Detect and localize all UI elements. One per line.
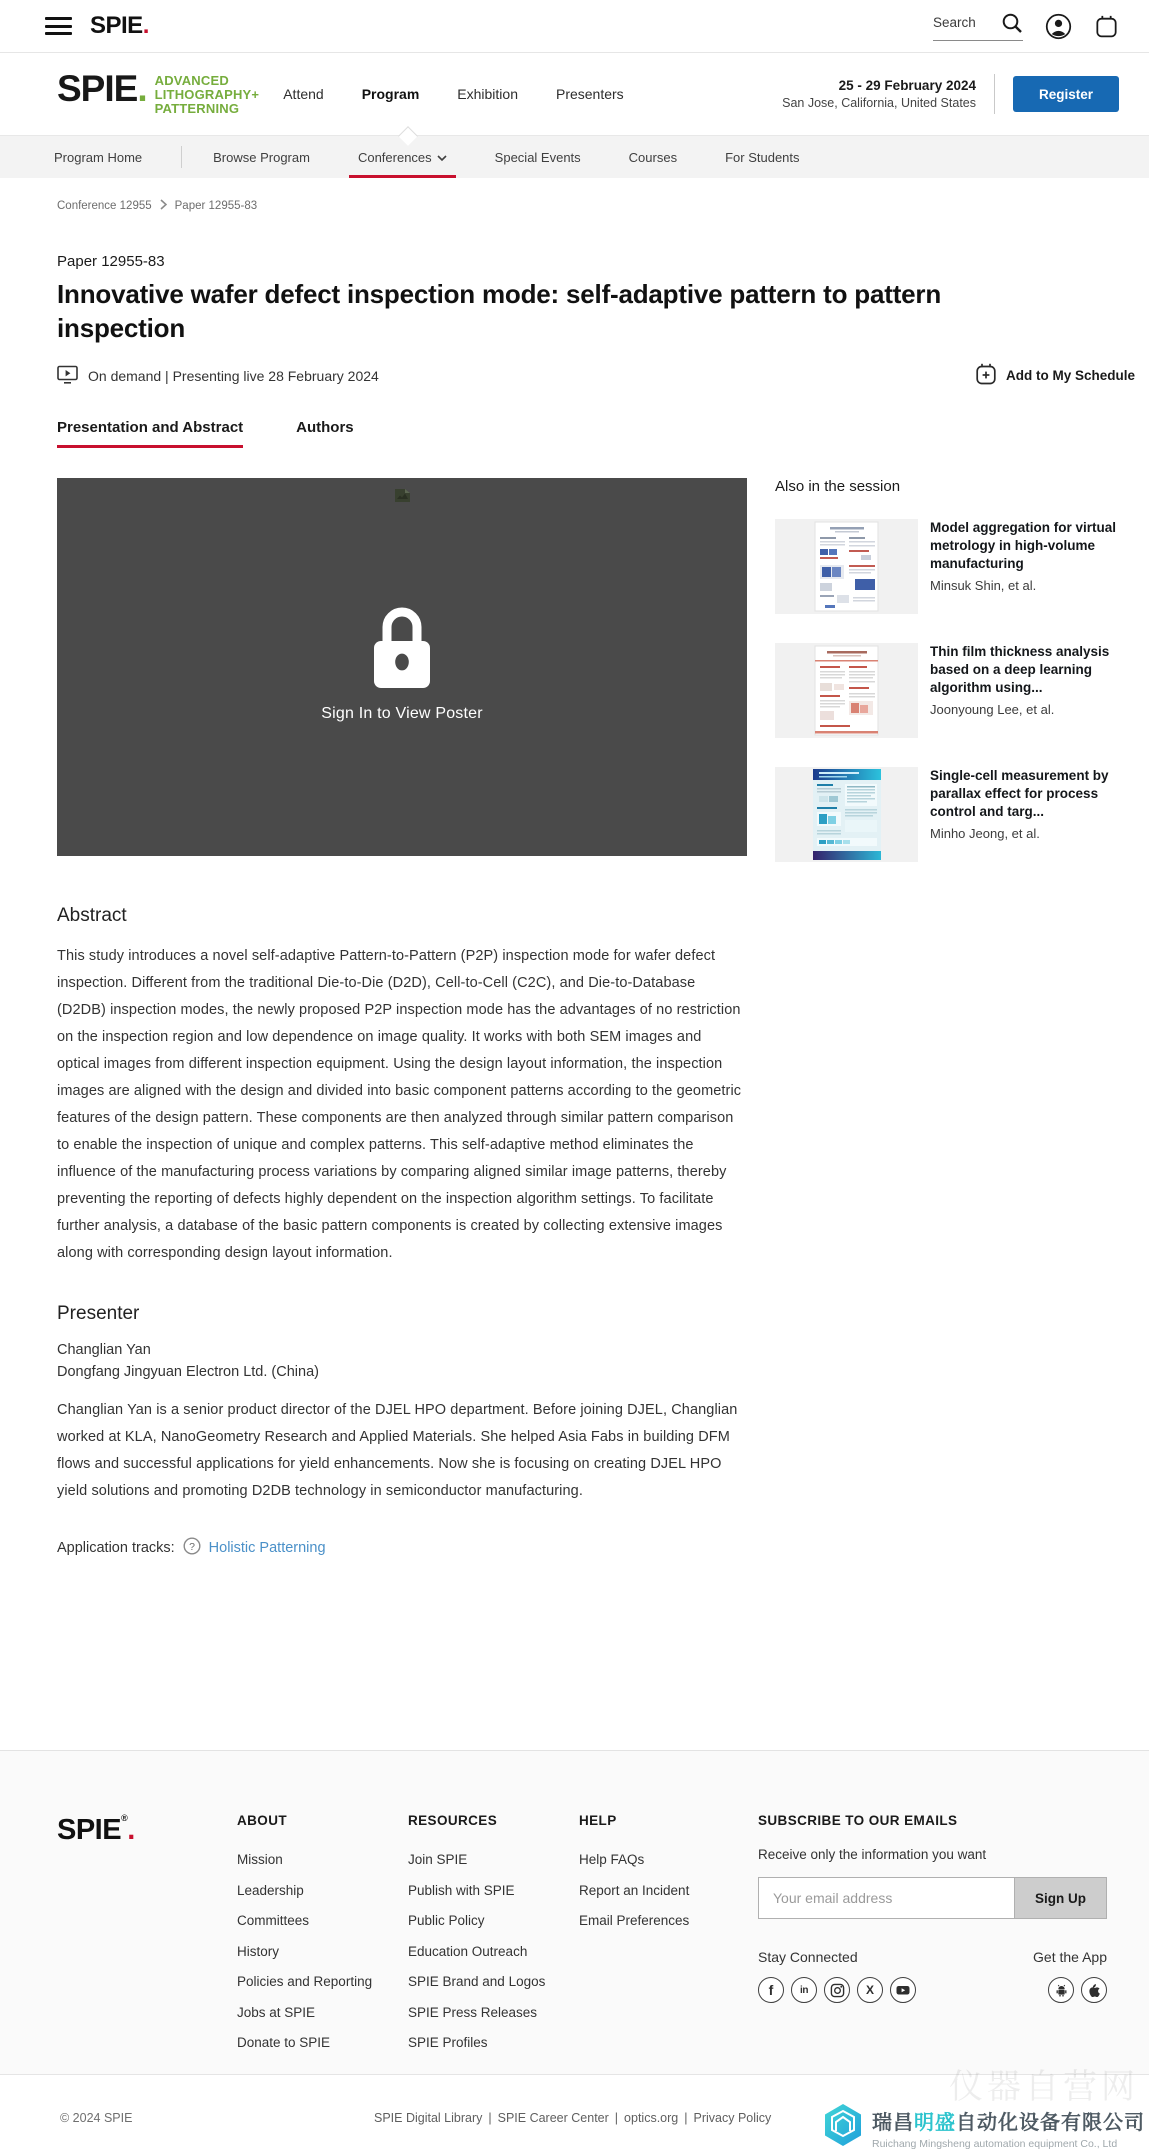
also-in-session-panel bbox=[775, 478, 1135, 867]
footer-link[interactable]: Join SPIE bbox=[408, 1852, 468, 1867]
calendar-plus-icon bbox=[974, 362, 998, 389]
broken-image-icon bbox=[394, 488, 411, 508]
footer-column-resources bbox=[408, 1813, 579, 2074]
sign-in-to-view-label: Sign In to View Poster bbox=[321, 705, 483, 722]
footer-link[interactable]: Committees bbox=[237, 1913, 310, 1928]
program-nav bbox=[0, 136, 1149, 178]
event-logo-line2: LITHOGRAPHY+ bbox=[154, 87, 260, 102]
search-input[interactable] bbox=[933, 15, 993, 30]
footer-link[interactable]: Publish with SPIE bbox=[408, 1882, 515, 1898]
session-item-authors: Joonyoung Lee, et al. bbox=[930, 702, 1055, 717]
copyright: © 2024 SPIE bbox=[60, 2111, 133, 2125]
presenter-affiliation: Dongfang Jingyuan Electron Ltd. (China) bbox=[57, 1364, 319, 1380]
breadcrumb bbox=[57, 199, 1135, 213]
footer-heading-help: HELP bbox=[579, 1813, 617, 1828]
also-in-session-heading: Also in the session bbox=[775, 478, 901, 495]
footer-subscribe bbox=[758, 1813, 1107, 2074]
event-logo-line1: ADVANCED bbox=[154, 73, 229, 88]
session-item[interactable] bbox=[775, 643, 1135, 743]
spie-logo-text: SPIE bbox=[90, 12, 143, 39]
nav-program[interactable]: Program bbox=[361, 86, 420, 102]
session-item-authors: Minho Jeong, et al. bbox=[930, 826, 1040, 841]
bottom-link[interactable]: SPIE Career Center bbox=[497, 2111, 609, 2125]
apple-icon[interactable] bbox=[1081, 1977, 1107, 2003]
company-name-en: Ruichang Mingsheng automation equipment Co., Ltd bbox=[872, 2137, 1118, 2150]
event-date-range: 25 - 29 February 2024 bbox=[838, 78, 976, 93]
application-tracks-label: Application tracks: bbox=[57, 1540, 175, 1556]
tab-authors[interactable]: Authors bbox=[296, 419, 354, 436]
presenter-heading: Presenter bbox=[57, 1303, 140, 1324]
event-logo[interactable] bbox=[57, 68, 260, 116]
register-button[interactable]: Register bbox=[1013, 76, 1119, 112]
watermark-ghost-text: 仪器自营网 bbox=[949, 2068, 1139, 2106]
session-item-title: Model aggregation for virtual metrology in high-volume manufacturing bbox=[930, 520, 1117, 571]
subscribe-heading: SUBSCRIBE TO OUR EMAILS bbox=[758, 1813, 958, 1828]
presenter-bio: Changlian Yan is a senior product director of the DJEL HPO department. Before joining DJEL, Changlian worked at KLA, NanoGeometry Research and Applied Materials. She helped Asia Fabs in building DFM flows and successful applications for yield enhancements. Now she is focusing on creating DJEL HPO yield solutions and promoting D2DB technology in semiconductor manufacturing. bbox=[57, 1402, 738, 1499]
email-field[interactable] bbox=[759, 1878, 1014, 1918]
footer-link[interactable]: SPIE Press Releases bbox=[408, 2004, 538, 2020]
chevron-down-icon bbox=[437, 150, 447, 165]
session-item-authors: Minsuk Shin, et al. bbox=[930, 578, 1037, 593]
abstract-text: This study introduces a novel self-adaptive Pattern-to-Pattern (P2P) inspection mode for wafer defect inspection. Different from the traditional Die-to-Die (D2D), Cell-to-Cell (C2C), and Die-to-Database (D2DB) inspection modes, the newly proposed P2P inspection mode has the advantages of no restriction on the inspection region and low dependence on image quality. It works with both SEM images and optical images from different inspection equipment. Using the design layout information, the inspection images are aligned with the design and divided into basic component patterns according to the geometric features of the design pattern. These components are then analyzed through similar pattern comparison to enable the inspection of unique and complex patterns. This self-adaptive method eliminates the influence of the manufacturing process variations by comparing aligned similar image patterns, thereby preventing the reporting of defects highly dependent on the inspection algorithm settings. To facilitate further analysis, a database of the basic pattern components is created by collecting extensive images along with corresponding design layout information. bbox=[57, 948, 742, 1261]
footer-column-about bbox=[237, 1813, 408, 2074]
session-item-thumbnail bbox=[775, 767, 918, 867]
footer-link[interactable]: Leadership bbox=[237, 1882, 304, 1898]
hexagon-logo-icon bbox=[823, 2103, 863, 2152]
footer-link[interactable]: Public Policy bbox=[408, 1913, 485, 1928]
bottom-link[interactable]: SPIE Digital Library bbox=[374, 2111, 483, 2125]
footer-link[interactable]: Mission bbox=[237, 1852, 283, 1867]
event-dates bbox=[782, 78, 976, 110]
footer-link[interactable]: Help FAQs bbox=[579, 1852, 645, 1867]
utility-header bbox=[0, 0, 1149, 53]
track-link-holistic-patterning[interactable]: Holistic Patterning bbox=[208, 1540, 326, 1556]
footer bbox=[0, 1750, 1149, 2074]
event-logo-dot: . bbox=[137, 68, 147, 109]
session-item-thumbnail bbox=[775, 643, 918, 743]
program-nav-divider bbox=[181, 146, 182, 168]
tab-presentation-abstract[interactable]: Presentation and Abstract bbox=[57, 419, 243, 448]
stay-connected-label: Stay Connected bbox=[758, 1949, 858, 1965]
youtube-icon[interactable] bbox=[890, 1977, 916, 2003]
header-divider bbox=[994, 74, 995, 114]
company-name-cn: 瑞昌明盛自动化设备有限公司 bbox=[872, 2111, 1145, 2134]
lock-icon bbox=[362, 604, 442, 695]
event-logo-line3: PATTERNING bbox=[154, 101, 240, 116]
footer-link[interactable]: Education Outreach bbox=[408, 1943, 528, 1959]
spie-logo[interactable] bbox=[90, 12, 149, 40]
bottom-links: SPIE Digital Library | SPIE Career Center | optics.org | Privacy Policy bbox=[374, 2111, 772, 2125]
android-icon[interactable] bbox=[1048, 1977, 1074, 2003]
schedule-calendar-icon[interactable] bbox=[1094, 14, 1119, 39]
nav-special-events[interactable]: Special Events bbox=[494, 149, 581, 165]
nav-browse-program[interactable]: Browse Program bbox=[213, 149, 310, 165]
nav-exhibition[interactable]: Exhibition bbox=[457, 86, 518, 102]
footer-link[interactable]: SPIE Profiles bbox=[408, 2035, 488, 2050]
account-icon[interactable] bbox=[1045, 13, 1072, 40]
breadcrumb-paper: Paper 12955-83 bbox=[174, 200, 258, 212]
add-to-schedule-button[interactable] bbox=[974, 362, 1135, 389]
footer-heading-resources: RESOURCES bbox=[408, 1813, 498, 1828]
help-question-icon[interactable] bbox=[183, 1537, 201, 1559]
bottom-link[interactable]: optics.org bbox=[624, 2111, 679, 2125]
abstract-heading: Abstract bbox=[57, 905, 127, 926]
presenter-name: Changlian Yan bbox=[57, 1342, 151, 1358]
footer-link[interactable]: Policies and Reporting bbox=[237, 1974, 373, 1989]
session-item-thumbnail bbox=[775, 519, 918, 619]
event-location: San Jose, California, United States bbox=[782, 96, 976, 110]
breadcrumb-conference[interactable]: Conference 12955 bbox=[57, 200, 152, 212]
page-title: Innovative wafer defect inspection mode: self-adaptive pattern to pattern inspection bbox=[57, 279, 942, 343]
bottom-bar bbox=[0, 2068, 1149, 2152]
bottom-link[interactable]: Privacy Policy bbox=[693, 2111, 772, 2125]
event-logo-spie: SPIE bbox=[57, 68, 138, 109]
search-icon[interactable] bbox=[1001, 12, 1023, 34]
main-content bbox=[0, 199, 1149, 1750]
instagram-icon[interactable] bbox=[824, 1977, 850, 2003]
search-box[interactable] bbox=[933, 12, 1023, 41]
footer-heading-about: ABOUT bbox=[237, 1813, 287, 1828]
availability-info bbox=[57, 365, 379, 387]
session-item[interactable] bbox=[775, 519, 1135, 619]
sign-up-button[interactable]: Sign Up bbox=[1014, 1878, 1106, 1918]
footer-link[interactable]: SPIE Brand and Logos bbox=[408, 1974, 546, 1989]
footer-column-help bbox=[579, 1813, 758, 2074]
event-header bbox=[0, 53, 1149, 136]
on-demand-icon bbox=[57, 365, 78, 387]
x-twitter-icon[interactable]: X bbox=[857, 1977, 883, 2003]
nav-program-home[interactable]: Program Home bbox=[54, 149, 143, 165]
footer-link[interactable]: Report an Incident bbox=[579, 1882, 690, 1898]
paper-number: Paper 12955-83 bbox=[57, 253, 165, 270]
spie-logo-dot: . bbox=[142, 12, 149, 39]
company-watermark bbox=[815, 2068, 1145, 2152]
footer-spie-logo[interactable]: SPIE®. bbox=[57, 1813, 135, 1846]
nav-attend[interactable]: Attend bbox=[283, 86, 324, 102]
subscribe-subtext: Receive only the information you want bbox=[758, 1847, 987, 1862]
nav-courses[interactable]: Courses bbox=[628, 149, 678, 165]
session-item-title: Thin film thickness analysis based on a deep learning algorithm using... bbox=[930, 644, 1110, 695]
availability-text: On demand | Presenting live 28 February 2024 bbox=[88, 367, 379, 384]
linkedin-icon[interactable]: in bbox=[791, 1977, 817, 2003]
poster-locked-panel[interactable] bbox=[57, 478, 747, 856]
footer-link[interactable]: Jobs at SPIE bbox=[237, 2004, 316, 2020]
footer-link[interactable]: Email Preferences bbox=[579, 1913, 690, 1928]
session-item[interactable] bbox=[775, 767, 1135, 867]
event-nav bbox=[283, 86, 623, 102]
menu-icon[interactable] bbox=[45, 17, 72, 35]
nav-presenters[interactable]: Presenters bbox=[555, 86, 624, 102]
add-to-schedule-label: Add to My Schedule bbox=[1005, 368, 1135, 383]
facebook-icon[interactable]: f bbox=[758, 1977, 784, 2003]
footer-link[interactable]: History bbox=[237, 1943, 280, 1959]
nav-conferences[interactable]: Conferences bbox=[349, 136, 456, 178]
session-item-title: Single-cell measurement by parallax effect for process control and targ... bbox=[930, 768, 1109, 819]
svg-text:?: ? bbox=[188, 1540, 195, 1553]
footer-link[interactable]: Donate to SPIE bbox=[237, 2035, 331, 2050]
get-the-app-label: Get the App bbox=[1033, 1949, 1107, 1965]
tabs bbox=[57, 419, 1135, 448]
breadcrumb-chevron-icon bbox=[160, 199, 167, 213]
nav-for-students[interactable]: For Students bbox=[725, 149, 800, 165]
